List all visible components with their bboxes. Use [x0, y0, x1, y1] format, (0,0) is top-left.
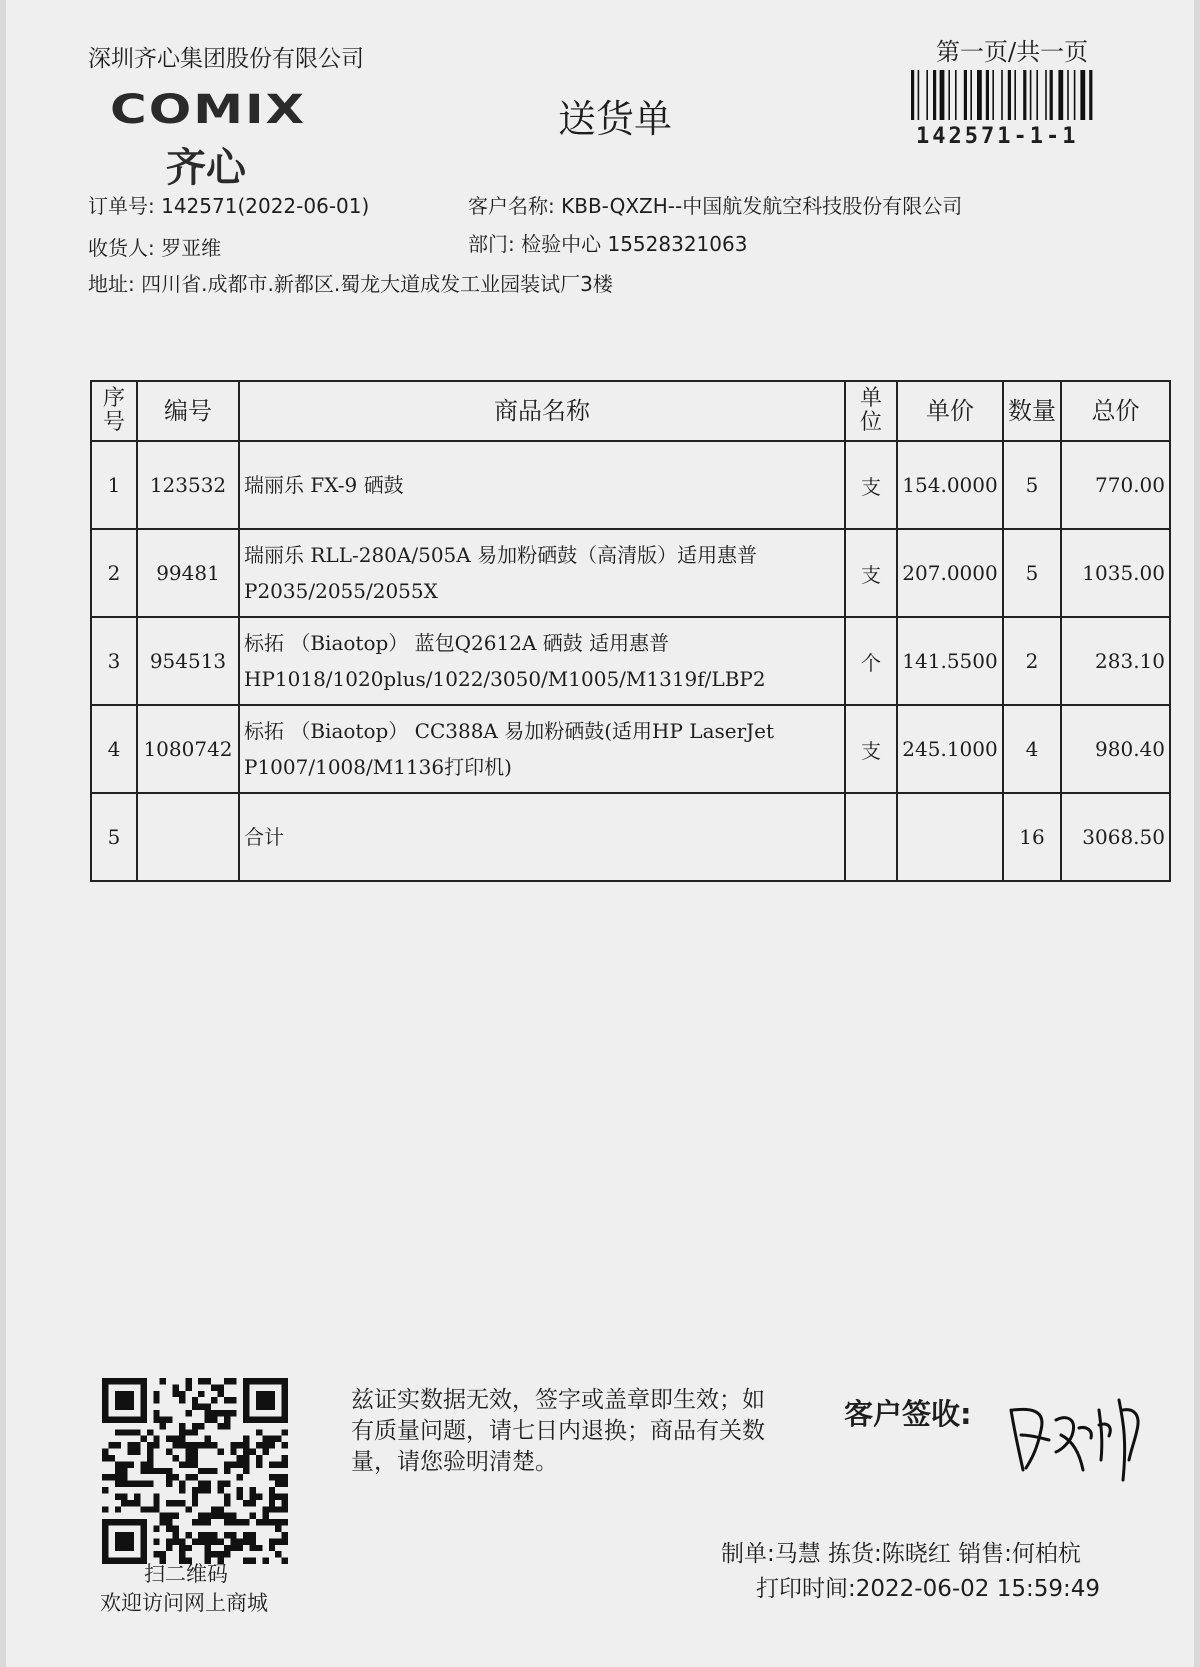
cell-code: 99481	[137, 529, 239, 617]
logo-english: COMIX	[110, 86, 307, 133]
table-row	[91, 441, 1170, 529]
cell-code: 954513	[137, 617, 239, 705]
cell-qty: 5	[1003, 441, 1061, 529]
table-row	[91, 529, 1170, 617]
notice-text: 兹证实数据无效，签字或盖章即生效；如有质量问题，请七日内退换；商品有关数量，请您验明清楚。	[351, 1387, 765, 1475]
cell-seq: 4	[91, 705, 137, 793]
company-name: 深圳齐心集团股份有限公司	[88, 46, 364, 72]
receiver	[88, 232, 221, 261]
cell-name: 标拓 （Biaotop） CC388A 易加粉硒鼓(适用HP LaserJet P1007/1008/M1136打印机)	[239, 705, 845, 793]
customer-signature-label: 客户签收:	[844, 1397, 972, 1431]
cell-unit	[845, 793, 897, 881]
document-title: 送货单	[558, 97, 673, 141]
cell-total: 1035.00	[1061, 529, 1170, 617]
cell-code	[137, 793, 239, 881]
print-time: 打印时间:2022-06-02 15:59:49	[756, 1576, 1101, 1602]
page-indicator: 第一页/共一页	[936, 38, 1089, 66]
customer-name-value: KBB-QXZH--中国航发航空科技股份有限公司	[561, 194, 963, 218]
cell-total: 283.10	[1061, 617, 1170, 705]
barcode-icon	[911, 70, 1126, 120]
cell-name: 瑞丽乐 FX-9 硒鼓	[239, 441, 845, 529]
cell-name: 标拓 （Biaotop） 蓝包Q2612A 硒鼓 适用惠普 HP1018/1020plus/1022/3050/M1005/M1319f/LBP2	[239, 617, 845, 705]
items-table	[90, 380, 1171, 882]
cell-qty: 2	[1003, 617, 1061, 705]
cell-seq: 5	[91, 793, 137, 881]
handwritten-signature	[1001, 1380, 1161, 1490]
address	[88, 268, 613, 297]
cell-qty: 16	[1003, 793, 1061, 881]
qr-caption-scan: 扫二维码	[144, 1562, 228, 1586]
cell-price: 207.0000	[897, 529, 1003, 617]
barcode-number: 142571-1-1	[916, 124, 1079, 149]
table-header-row	[91, 381, 1170, 441]
cell-unit: 支	[845, 529, 897, 617]
table-total-row	[91, 793, 1170, 881]
table-row	[91, 617, 1170, 705]
header-seq: 序号	[91, 381, 137, 441]
cell-price: 245.1000	[897, 705, 1003, 793]
header-price: 单价	[897, 381, 1003, 441]
header-total: 总价	[1061, 381, 1170, 441]
cell-seq: 1	[91, 441, 137, 529]
header-qty: 数量	[1003, 381, 1061, 441]
cell-total: 3068.50	[1061, 793, 1170, 881]
cell-name: 瑞丽乐 RLL-280A/505A 易加粉硒鼓（高清版）适用惠普 P2035/2055/2055X	[239, 529, 845, 617]
cell-price: 154.0000	[897, 441, 1003, 529]
receiver-value: 罗亚维	[161, 236, 222, 260]
order-number	[88, 190, 369, 219]
department-value: 检验中心 15528321063	[521, 232, 748, 256]
logo-chinese: 齐心	[166, 145, 246, 191]
cell-unit: 个	[845, 617, 897, 705]
cell-seq: 3	[91, 617, 137, 705]
cell-code: 123532	[137, 441, 239, 529]
department	[468, 228, 747, 257]
order-number-label: 订单号:	[88, 194, 155, 218]
table-row	[91, 705, 1170, 793]
cell-qty: 4	[1003, 705, 1061, 793]
receiver-label: 收货人:	[88, 236, 155, 260]
cell-total: 770.00	[1061, 441, 1170, 529]
department-label: 部门:	[468, 232, 515, 256]
order-number-value: 142571(2022-06-01)	[161, 194, 370, 218]
address-value: 四川省.成都市.新都区.蜀龙大道成发工业园装试厂3楼	[141, 272, 613, 296]
cell-price	[897, 793, 1003, 881]
cell-unit: 支	[845, 705, 897, 793]
customer-name-label: 客户名称:	[468, 194, 555, 218]
header-code: 编号	[137, 381, 239, 441]
cell-code: 1080742	[137, 705, 239, 793]
delivery-note-paper	[6, 0, 1194, 1667]
staff-info: 制单:马慧 拣货:陈晓红 销售:何柏杭	[721, 1541, 1081, 1567]
cell-qty: 5	[1003, 529, 1061, 617]
cell-seq: 2	[91, 529, 137, 617]
cell-total: 980.40	[1061, 705, 1170, 793]
header-name: 商品名称	[239, 381, 845, 441]
customer-name	[468, 190, 962, 219]
cell-unit: 支	[845, 441, 897, 529]
address-label: 地址:	[88, 272, 135, 296]
cell-name: 合计	[239, 793, 845, 881]
qr-caption-shop: 欢迎访问网上商城	[100, 1591, 268, 1615]
header-unit: 单位	[845, 381, 897, 441]
cell-price: 141.5500	[897, 617, 1003, 705]
qr-code-icon	[102, 1378, 288, 1564]
